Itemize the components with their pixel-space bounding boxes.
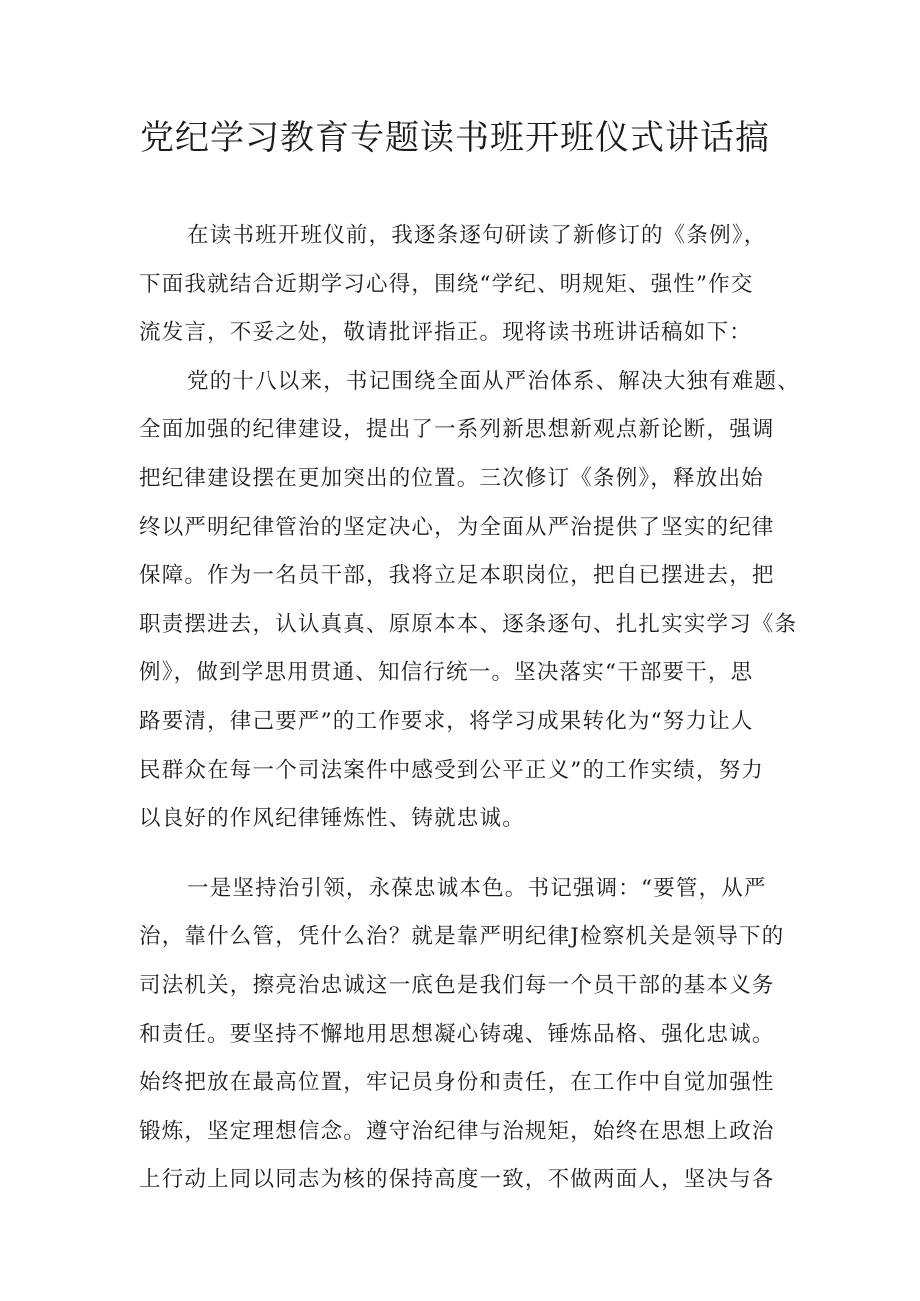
text-line: 下面我就结合近期学习心得，围绕“学纪、明规矩、强性”作交	[139, 271, 754, 297]
text-line: 一是坚持治引领，永葆忠诚本色。书记强调：“要管，从严	[187, 875, 767, 901]
text-line: 锻炼，坚定理想信念。遵守治纪律与治规矩，始终在思想上政治	[139, 1118, 775, 1144]
text-line: 民群众在每一个司法案件中感受到公平正义”的工作实绩，努力	[139, 757, 765, 783]
text-line: 和责任。要坚持不懈地用思想凝心铸魂、锤炼品格、强化忠诚。	[139, 1021, 775, 1047]
text-line: 例》，做到学思用贯通、知信行统一。坚决落实“干部要干，思	[139, 660, 754, 686]
text-line: 以良好的作风纪律锤炼性、铸就忠诚。	[139, 806, 525, 832]
text-line: 全面加强的纪律建设，提出了一系列新思想新观点新论断，强调	[139, 417, 775, 443]
text-line: 保障。作为一名员干部，我将立足本职岗位，把自已摆进去，把	[139, 563, 775, 589]
text-line: 终以严明纪律管治的坚定决心，为全面从严治提供了坚实的纪律	[139, 514, 775, 540]
paragraph-intro	[139, 212, 819, 358]
text-line: 职责摆进去，认认真真、原原本本、逐条逐句、扎扎实实学习《条	[139, 611, 798, 637]
paragraph-background	[139, 358, 819, 844]
text-line: 党的十八以来，书记围绕全面从严治体系、解决大独有难题、	[187, 368, 800, 394]
paragraph-point-one	[139, 865, 819, 1205]
paragraph-spacer	[139, 844, 819, 865]
text-line: 上行动上同以同志为核的保持高度一致，不做两面人，坚决与各	[139, 1167, 775, 1193]
text-line: 治，靠什么管，凭什么治？就是靠严明纪律J检察机关是领导下的	[139, 924, 785, 950]
text-line: 始终把放在最高位置，牢记员身份和责任，在工作中自觉加强性	[139, 1070, 775, 1096]
document-title: 党纪学习教育专题读书班开班仪式讲话搞	[140, 118, 770, 158]
text-line: 把纪律建设摆在更加突出的位置。三次修订《条例》，释放出始	[139, 465, 764, 491]
document-body	[139, 212, 819, 1205]
text-line: 流发言，不妥之处，敬请批评指正。现将读书班讲话稿如下：	[139, 320, 752, 346]
text-line: 司法机关，擦亮治忠诚这一底色是我们每一个员干部的基本义务	[139, 972, 775, 998]
text-line: 在读书班开班仪前，我逐条逐句研读了新修订的《条例》，	[187, 223, 767, 248]
text-line: 路要清，律己要严”的工作要求，将学习成果转化为“努力让人	[139, 708, 754, 734]
